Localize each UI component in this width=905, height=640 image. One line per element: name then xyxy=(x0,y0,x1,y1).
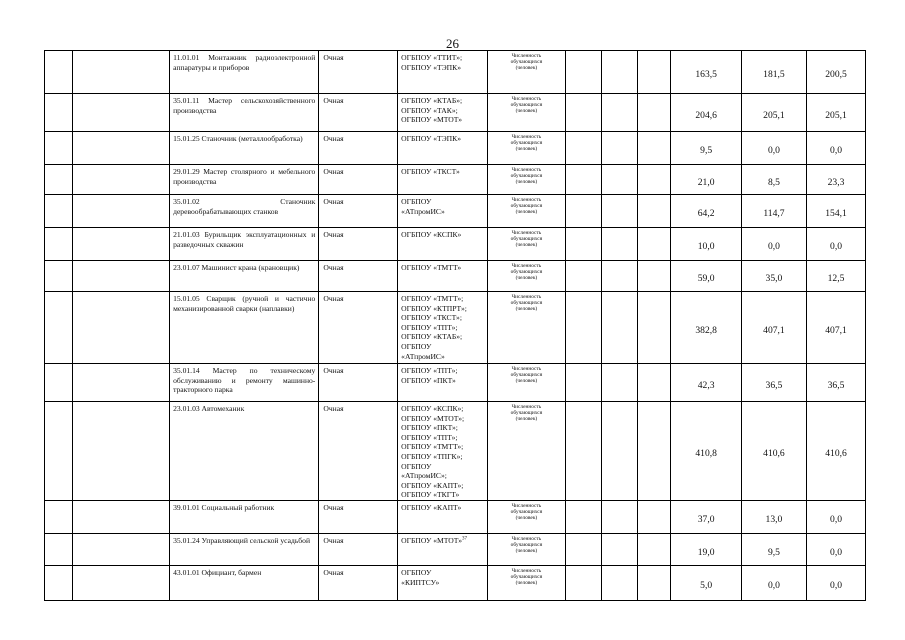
profession-cell: 15.01.25 Станочник (металлообработка) xyxy=(170,132,319,165)
value-cell: 0,0 xyxy=(807,228,866,261)
empty-cell xyxy=(73,132,170,165)
indicator-text: Численность xyxy=(511,167,542,173)
indicator-text: (человек) xyxy=(515,548,538,555)
indicator-text: обучающихся xyxy=(510,203,543,210)
empty-cell xyxy=(637,364,671,402)
study-form-cell: Очная xyxy=(319,566,398,601)
value-cell: 204,6 xyxy=(671,94,741,132)
value-cell: 0,0 xyxy=(807,534,866,566)
study-form-cell: Очная xyxy=(319,261,398,292)
empty-cell xyxy=(637,402,671,501)
organizations-cell xyxy=(398,195,487,228)
value-cell: 0,0 xyxy=(741,566,806,601)
organization-name xyxy=(401,536,486,546)
table-row xyxy=(45,51,866,94)
empty-cell xyxy=(637,51,671,94)
profession-cell: 39.01.01 Социальный работник xyxy=(170,501,319,534)
value-cell: 154,1 xyxy=(807,195,866,228)
value-cell: 407,1 xyxy=(807,292,866,364)
empty-cell xyxy=(73,292,170,364)
empty-cell xyxy=(45,51,73,94)
indicator-cell xyxy=(487,364,566,402)
value-cell: 21,0 xyxy=(671,165,741,195)
indicator-cell xyxy=(487,566,566,601)
indicator-text: Численность xyxy=(511,404,542,410)
indicator-text: Численность xyxy=(511,568,542,574)
indicator-text: (человек) xyxy=(515,275,538,282)
organization-name: ОГБПОУ «КТАБ»; xyxy=(401,332,463,342)
empty-cell xyxy=(602,165,638,195)
study-form-cell: Очная xyxy=(319,228,398,261)
value-cell: 200,5 xyxy=(807,51,866,94)
value-cell: 382,8 xyxy=(671,292,741,364)
study-form-cell: Очная xyxy=(319,292,398,364)
organization-name: ОГБПОУ «КАПТ»; xyxy=(401,480,464,490)
empty-cell xyxy=(602,94,638,132)
empty-cell xyxy=(45,195,73,228)
empty-cell xyxy=(566,195,602,228)
table-row xyxy=(45,261,866,292)
empty-cell xyxy=(602,292,638,364)
indicator-text: Численность xyxy=(511,366,542,372)
organization-name: ОГБПОУ «ТМТТ» xyxy=(401,263,462,272)
organization-name: ОГБПОУ «ТПТ»; xyxy=(401,322,458,332)
table-row xyxy=(45,402,866,501)
study-form-cell: Очная xyxy=(319,402,398,501)
organizations-cell xyxy=(398,261,487,292)
indicator-text: Численность xyxy=(511,263,542,269)
organization-name: ОГБПОУ «МТОТ»; xyxy=(401,413,465,423)
indicator-text: обучающихся xyxy=(510,269,543,276)
value-cell: 410,8 xyxy=(671,402,741,501)
indicator-cell xyxy=(487,402,566,501)
table-row xyxy=(45,534,866,566)
value-cell: 114,7 xyxy=(741,195,806,228)
table-row xyxy=(45,132,866,165)
study-form-cell: Очная xyxy=(319,501,398,534)
empty-cell xyxy=(45,132,73,165)
value-cell: 0,0 xyxy=(807,132,866,165)
organization-name: ОГБПОУ «КТАБ»; xyxy=(401,96,463,105)
empty-cell xyxy=(637,261,671,292)
profession-cell: 15.01.05 Сварщик (ручной и частично механизированной сварки (наплавки) xyxy=(170,292,319,364)
organizations-cell xyxy=(398,364,487,402)
value-cell: 37,0 xyxy=(671,501,741,534)
empty-cell xyxy=(73,195,170,228)
indicator-text: (человек) xyxy=(515,515,538,522)
organization-name: ОГБПОУ «МТОТ» xyxy=(401,115,463,125)
empty-cell xyxy=(566,165,602,195)
empty-cell xyxy=(45,402,73,501)
value-cell: 19,0 xyxy=(671,534,741,566)
value-cell: 0,0 xyxy=(807,501,866,534)
indicator-text: (человек) xyxy=(515,416,538,423)
indicator-text: (человек) xyxy=(515,580,538,587)
indicator-cell xyxy=(487,94,566,132)
table-body xyxy=(45,51,866,601)
value-cell: 407,1 xyxy=(741,292,806,364)
organization-name: «КИПТСУ» xyxy=(401,577,440,587)
empty-cell xyxy=(566,364,602,402)
empty-cell xyxy=(45,364,73,402)
organization-name: ОГБПОУ «КСПК» xyxy=(401,230,462,239)
table-row xyxy=(45,501,866,534)
value-cell: 42,3 xyxy=(671,364,741,402)
organizations-cell xyxy=(398,51,487,94)
empty-cell xyxy=(45,228,73,261)
indicator-cell xyxy=(487,132,566,165)
organizations-cell xyxy=(398,94,487,132)
indicator-text: (человек) xyxy=(515,209,538,216)
indicator-cell xyxy=(487,261,566,292)
empty-cell xyxy=(45,292,73,364)
empty-cell xyxy=(637,132,671,165)
organization-name: ОГБПОУ «ТМТТ»; xyxy=(401,294,464,303)
organization-text: ОГБПОУ «МТОТ» xyxy=(401,536,463,545)
table-row xyxy=(45,195,866,228)
value-cell: 181,5 xyxy=(741,51,806,94)
value-cell: 35,0 xyxy=(741,261,806,292)
organization-name: ОГБПОУ «ПКТ»; xyxy=(401,423,458,433)
organizations-cell xyxy=(398,402,487,501)
page-number: 26 xyxy=(446,36,459,51)
indicator-text: Численность xyxy=(511,134,542,140)
value-cell: 10,0 xyxy=(671,228,741,261)
empty-cell xyxy=(602,132,638,165)
empty-cell xyxy=(637,534,671,566)
value-cell: 36,5 xyxy=(741,364,806,402)
value-cell: 13,0 xyxy=(741,501,806,534)
indicator-text: обучающихся xyxy=(510,173,543,180)
value-cell: 9,5 xyxy=(671,132,741,165)
empty-cell xyxy=(566,228,602,261)
empty-cell xyxy=(73,534,170,566)
empty-cell xyxy=(45,534,73,566)
indicator-text: Численность xyxy=(511,53,542,59)
organization-name: ОГБПОУ «ТКСТ» xyxy=(401,167,460,176)
empty-cell xyxy=(566,292,602,364)
indicator-text: обучающихся xyxy=(510,509,543,516)
indicator-text: Численность xyxy=(511,197,542,203)
indicator-text: (человек) xyxy=(515,242,538,249)
organizations-cell xyxy=(398,566,487,601)
indicator-cell xyxy=(487,534,566,566)
value-cell: 8,5 xyxy=(741,165,806,195)
empty-cell xyxy=(637,501,671,534)
value-cell: 5,0 xyxy=(671,566,741,601)
empty-cell xyxy=(566,534,602,566)
organizations-cell xyxy=(398,534,487,566)
indicator-text: обучающихся xyxy=(510,59,543,66)
value-cell: 36,5 xyxy=(807,364,866,402)
profession-cell: 11.01.01 Монтажник радиоэлектронной аппаратуры и приборов xyxy=(170,51,319,94)
empty-cell xyxy=(73,261,170,292)
empty-cell xyxy=(73,402,170,501)
indicator-text: обучающихся xyxy=(510,410,543,417)
indicator-text: обучающихся xyxy=(510,542,543,549)
indicator-text: обучающихся xyxy=(510,372,543,379)
empty-cell xyxy=(637,566,671,601)
organization-name: ОГБПОУ «ТАК»; xyxy=(401,105,458,115)
value-cell: 9,5 xyxy=(741,534,806,566)
empty-cell xyxy=(566,566,602,601)
empty-cell xyxy=(73,51,170,94)
study-form-cell: Очная xyxy=(319,51,398,94)
empty-cell xyxy=(602,402,638,501)
empty-cell xyxy=(45,94,73,132)
indicator-cell xyxy=(487,165,566,195)
empty-cell xyxy=(602,364,638,402)
empty-cell xyxy=(566,132,602,165)
value-cell: 12,5 xyxy=(807,261,866,292)
empty-cell xyxy=(602,566,638,601)
empty-cell xyxy=(45,566,73,601)
profession-cell: 23.01.03 Автомеханик xyxy=(170,402,319,501)
organizations-cell xyxy=(398,132,487,165)
organizations-cell xyxy=(398,501,487,534)
study-form-cell: Очная xyxy=(319,165,398,195)
study-form-cell: Очная xyxy=(319,132,398,165)
indicator-text: (человек) xyxy=(515,108,538,115)
table-row xyxy=(45,566,866,601)
empty-cell xyxy=(566,402,602,501)
organization-name: ОГБПОУ «ТЭПК» xyxy=(401,62,462,72)
organization-name: ОГБПОУ «ТКГТ» xyxy=(401,490,460,500)
value-cell: 410,6 xyxy=(807,402,866,501)
profession-cell: 43.01.01 Официант, бармен xyxy=(170,566,319,601)
footnote-marker: 37 xyxy=(462,536,468,542)
empty-cell xyxy=(602,534,638,566)
organization-name: ОГБПОУ xyxy=(401,461,432,471)
study-form-cell: Очная xyxy=(319,94,398,132)
organizations-cell xyxy=(398,292,487,364)
indicator-text: обучающихся xyxy=(510,140,543,147)
value-cell: 59,0 xyxy=(671,261,741,292)
table-row xyxy=(45,292,866,364)
empty-cell xyxy=(637,228,671,261)
empty-cell xyxy=(566,51,602,94)
empty-cell xyxy=(602,261,638,292)
profession-cell: 35.01.02 Станочник деревообрабатывающих станков xyxy=(170,195,319,228)
empty-cell xyxy=(566,261,602,292)
empty-cell xyxy=(602,501,638,534)
empty-cell xyxy=(602,228,638,261)
empty-cell xyxy=(45,501,73,534)
indicator-text: Численность xyxy=(511,503,542,509)
table-row xyxy=(45,228,866,261)
indicator-text: Численность xyxy=(511,536,542,542)
indicator-text: (человек) xyxy=(515,179,538,186)
profession-cell: 35.01.11 Мастер сельскохозяйственного производства xyxy=(170,94,319,132)
value-cell: 0,0 xyxy=(741,228,806,261)
empty-cell xyxy=(602,195,638,228)
organization-name: ОГБПОУ «КСПК»; xyxy=(401,404,464,413)
indicator-cell xyxy=(487,195,566,228)
empty-cell xyxy=(73,501,170,534)
indicator-text: обучающихся xyxy=(510,300,543,307)
empty-cell xyxy=(45,261,73,292)
indicator-text: обучающихся xyxy=(510,236,543,243)
value-cell: 163,5 xyxy=(671,51,741,94)
table-row xyxy=(45,165,866,195)
indicator-text: Численность xyxy=(511,294,542,300)
organizations-cell xyxy=(398,165,487,195)
organization-name: ОГБПОУ «КАПТ» xyxy=(401,503,462,512)
empty-cell xyxy=(73,94,170,132)
empty-cell xyxy=(637,94,671,132)
profession-cell: 21.01.03 Бурильщик эксплуатационных и разведочных скважин xyxy=(170,228,319,261)
organization-name: ОГБПОУ xyxy=(401,341,432,351)
value-cell: 0,0 xyxy=(807,566,866,601)
indicator-cell xyxy=(487,292,566,364)
organization-name: «АТпромИС»; xyxy=(401,471,447,481)
empty-cell xyxy=(637,195,671,228)
profession-cell: 23.01.07 Машинист крана (крановщик) xyxy=(170,261,319,292)
empty-cell xyxy=(73,228,170,261)
empty-cell xyxy=(73,364,170,402)
table-row xyxy=(45,364,866,402)
organization-name: ОГБПОУ «КТПРТ»; xyxy=(401,303,467,313)
value-cell: 23,3 xyxy=(807,165,866,195)
indicator-text: обучающихся xyxy=(510,574,543,581)
indicator-text: Численность xyxy=(511,230,542,236)
table-row xyxy=(45,94,866,132)
organization-name: ОГБПОУ «ТТИТ»; xyxy=(401,53,463,62)
profession-cell: 29.01.29 Мастер столярного и мебельного производства xyxy=(170,165,319,195)
organization-name: ОГБПОУ «ТПТ»; xyxy=(401,366,458,375)
organization-name: ОГБПОУ xyxy=(401,568,432,577)
indicator-text: (человек) xyxy=(515,306,538,313)
indicator-text: (человек) xyxy=(515,378,538,385)
organization-name: ОГБПОУ «ТЭПК» xyxy=(401,134,462,143)
data-table xyxy=(44,50,866,601)
value-cell: 205,1 xyxy=(807,94,866,132)
study-form-cell: Очная xyxy=(319,195,398,228)
indicator-text: Численность xyxy=(511,96,542,102)
indicator-text: обучающихся xyxy=(510,102,543,109)
indicator-cell xyxy=(487,501,566,534)
indicator-cell xyxy=(487,51,566,94)
empty-cell xyxy=(566,501,602,534)
organizations-cell xyxy=(398,228,487,261)
organization-name: ОГБПОУ «ТМТТ»; xyxy=(401,442,464,452)
empty-cell xyxy=(45,165,73,195)
empty-cell xyxy=(566,94,602,132)
empty-cell xyxy=(73,566,170,601)
organization-name: «АТпромИС» xyxy=(401,351,445,361)
organization-name: ОГБПОУ «ПКТ» xyxy=(401,375,456,385)
organization-name: ОГБПОУ «ТКСТ»; xyxy=(401,313,462,323)
empty-cell xyxy=(637,165,671,195)
organization-name: ОГБПОУ «ТПГК»; xyxy=(401,451,463,461)
indicator-text: (человек) xyxy=(515,65,538,72)
profession-cell: 35.01.14 Мастер по техническому обслуживанию и ремонту машинно-тракторного парка xyxy=(170,364,319,402)
study-form-cell: Очная xyxy=(319,534,398,566)
value-cell: 0,0 xyxy=(741,132,806,165)
empty-cell xyxy=(73,165,170,195)
empty-cell xyxy=(637,292,671,364)
organization-name: ОГБПОУ xyxy=(401,197,432,206)
study-form-cell: Очная xyxy=(319,364,398,402)
profession-cell: 35.01.24 Управляющий сельской усадьбой xyxy=(170,534,319,566)
value-cell: 64,2 xyxy=(671,195,741,228)
indicator-cell xyxy=(487,228,566,261)
organization-name: «АТпромИС» xyxy=(401,206,445,216)
empty-cell xyxy=(602,51,638,94)
indicator-text: (человек) xyxy=(515,146,538,153)
organization-name: ОГБПОУ «ТПТ»; xyxy=(401,432,458,442)
value-cell: 410,6 xyxy=(741,402,806,501)
value-cell: 205,1 xyxy=(741,94,806,132)
